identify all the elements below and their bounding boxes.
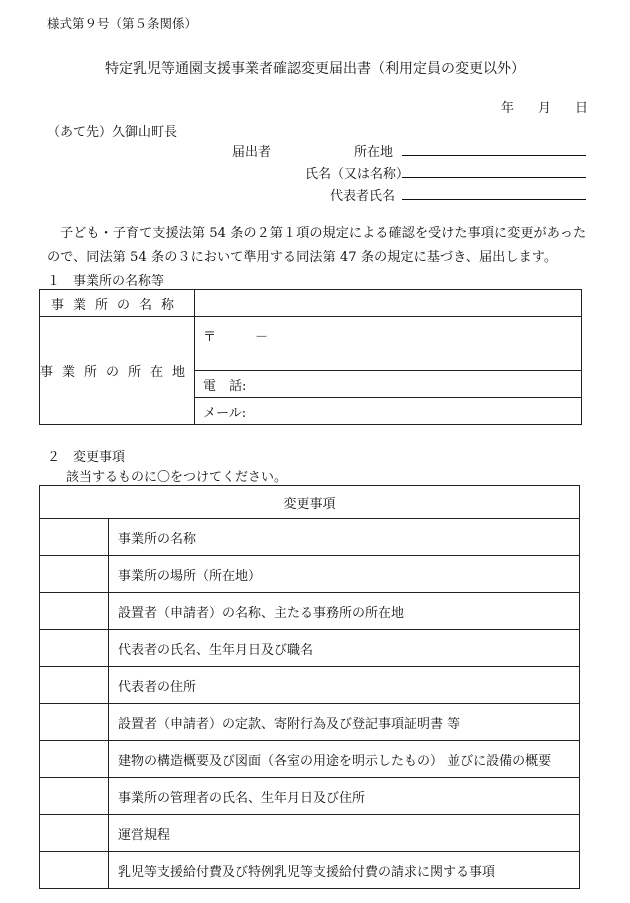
postal-prefix: 〒 － [203,330,269,345]
check-cell-7[interactable] [40,778,109,815]
change-item-1: 事業所の場所（所在地） [109,556,580,593]
facility-name-label: 事業所の名称 [40,290,195,317]
representative-field[interactable] [402,199,586,200]
representative-label: 代表者氏名 [330,189,396,204]
section2-heading: ２ 変更事項 [47,450,126,465]
section1-heading: １ 事業所の名称等 [47,274,165,289]
applicant-label: 届出者 [232,145,272,160]
change-item-6: 建物の構造概要及び図面（各室の用途を明示したもの） 並びに設備の概要 [109,741,580,778]
body-text: 子ども・子育て支援法第 54 条の２第１項の規定による確認を受けた事項に変更があったので、同法第 54 条の３において準用する同法第 47 条の規定に基づき、届出します。 [47,226,587,265]
change-item-8: 運営規程 [109,815,580,852]
phone-field[interactable] [195,371,582,398]
check-cell-9[interactable] [40,852,109,889]
check-cell-6[interactable] [40,741,109,778]
check-cell-1[interactable] [40,556,109,593]
change-item-5: 設置者（申請者）の定款、寄附行為及び登記事項証明書 等 [109,704,580,741]
postal-address-field[interactable] [195,317,582,371]
email-field[interactable] [195,398,582,425]
check-cell-5[interactable] [40,704,109,741]
form-number: 様式第９号（第５条関係） [47,16,198,31]
change-item-9: 乳児等支援給付費及び特例乳児等支援給付費の請求に関する事項 [109,852,580,889]
addressee: （あて先）久御山町長 [47,125,178,140]
name-label: 氏名（又は名称） [305,167,410,182]
email-label: メール: [203,405,247,421]
change-item-7: 事業所の管理者の氏名、生年月日及び住所 [109,778,580,815]
check-cell-3[interactable] [40,630,109,667]
address-field[interactable] [402,155,586,156]
phone-label: 電 話: [203,378,247,394]
check-cell-0[interactable] [40,519,109,556]
facility-location-label: 事業所の所在地 [40,317,195,425]
date-day-label: 日 [575,101,589,116]
change-item-3: 代表者の氏名、生年月日及び職名 [109,630,580,667]
facility-name-field[interactable] [195,290,582,317]
form-title: 特定乳児等通園支援事業者確認変更届出書（利用定員の変更以外） [105,61,525,77]
change-items-header: 変更事項 [40,486,580,519]
name-field[interactable] [402,177,586,178]
section2-instruction: 該当するものに〇をつけてください。 [66,470,288,485]
date-year-label: 年 [501,101,515,116]
address-label: 所在地 [354,145,394,160]
check-cell-4[interactable] [40,667,109,704]
change-item-4: 代表者の住所 [109,667,580,704]
change-item-2: 設置者（申請者）の名称、主たる事務所の所在地 [109,593,580,630]
date-month-label: 月 [538,101,552,116]
check-cell-2[interactable] [40,593,109,630]
check-cell-8[interactable] [40,815,109,852]
change-item-0: 事業所の名称 [109,519,580,556]
change-items-table [39,485,580,889]
facility-table [39,289,582,425]
